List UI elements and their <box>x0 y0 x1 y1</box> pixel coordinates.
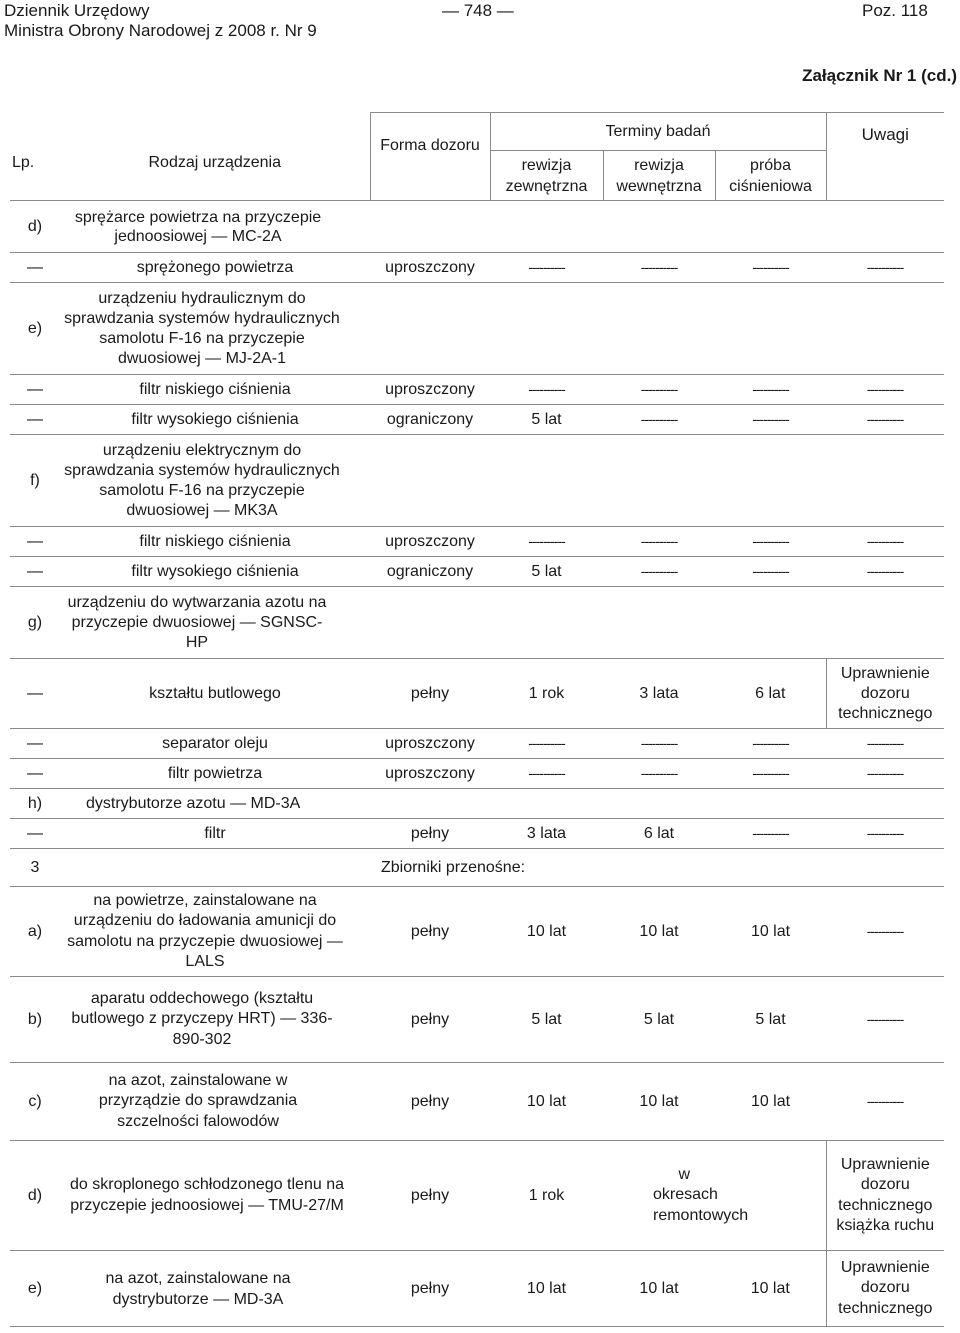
row-ext: 10 lat <box>490 1063 603 1141</box>
table-row <box>10 887 944 977</box>
row-press: ---------- <box>715 557 826 587</box>
row-int: ---------- <box>603 729 715 759</box>
row-notes: ---------- <box>826 527 944 557</box>
row-press: ---------- <box>715 253 826 283</box>
page-number: — 748 — <box>442 1 514 20</box>
row-name: urządzeniu elektrycznym do sprawdzania systemów hydraulicznych samolotu F-16 na przyczepie dwuosiowej — MK3A <box>60 435 370 527</box>
row-press: ---------- <box>715 729 826 759</box>
row-notes: ---------- <box>826 557 944 587</box>
row-lp: h) <box>10 789 60 819</box>
row-int: ---------- <box>603 253 715 283</box>
row-press: ---------- <box>715 759 826 789</box>
row-press: 10 lat <box>715 1251 826 1327</box>
row-form: pełny <box>370 977 490 1063</box>
row-form: ograniczony <box>370 405 490 435</box>
row-int: ---------- <box>603 375 715 405</box>
row-notes: ---------- <box>826 887 944 977</box>
table-row <box>10 435 944 527</box>
row-dash: — <box>10 253 60 283</box>
row-dash: — <box>10 819 60 849</box>
row-dash: — <box>10 729 60 759</box>
row-dash: — <box>10 375 60 405</box>
table-row <box>10 201 944 253</box>
row-notes: Uprawnienie dozoru technicznego <box>826 1251 944 1327</box>
row-form: pełny <box>370 1063 490 1141</box>
row-form: pełny <box>370 659 490 729</box>
col-terms: Terminy badań <box>490 113 826 151</box>
row-notes: ---------- <box>826 729 944 759</box>
row-ext: 10 lat <box>490 887 603 977</box>
table-row <box>10 789 944 819</box>
col-notes: Uwagi <box>826 113 944 201</box>
table-row <box>10 527 944 557</box>
row-int: 10 lat <box>603 1251 715 1327</box>
row-press: 10 lat <box>715 1063 826 1141</box>
row-name: urządzeniu do wytwarzania azotu na przyczepie dwuosiowej — SGNSC-HP <box>60 587 370 659</box>
ministry-line: Ministra Obrony Narodowej z 2008 r. Nr 9 <box>4 21 317 40</box>
table-row <box>10 1141 944 1251</box>
table-row <box>10 253 944 283</box>
row-notes: ---------- <box>826 1063 944 1141</box>
row-notes: ---------- <box>826 375 944 405</box>
row-name: separator oleju <box>60 729 370 759</box>
row-int: ---------- <box>603 759 715 789</box>
row-name: do skroplonego schłodzonego tlenu na przyczepie jednoosiowej — TMU-27/M <box>60 1141 370 1251</box>
row-ext: ---------- <box>490 375 603 405</box>
row-int: 6 lat <box>603 819 715 849</box>
row-ext: 1 rok <box>490 659 603 729</box>
row-name: urządzeniu hydraulicznym do sprawdzania systemów hydraulicznych samolotu F-16 na przyczepie dwuosiowej — MJ-2A-1 <box>60 283 370 375</box>
table-row <box>10 1063 944 1141</box>
row-dash: — <box>10 527 60 557</box>
col-press: próba ciśnieniowa <box>715 151 826 201</box>
row-name: filtr wysokiego ciśnienia <box>60 557 370 587</box>
row-notes: ---------- <box>826 819 944 849</box>
table-row <box>10 759 944 789</box>
row-int: ---------- <box>603 557 715 587</box>
col-ext: rewizja zewnętrzna <box>490 151 603 201</box>
row-ext: ---------- <box>490 729 603 759</box>
col-device: Rodzaj urządzenia <box>148 154 282 171</box>
header-row-1 <box>10 113 944 151</box>
table-row <box>10 587 944 659</box>
row-form: uproszczony <box>370 375 490 405</box>
row-int: 10 lat <box>603 887 715 977</box>
row-ext: ---------- <box>490 527 603 557</box>
row-dash: — <box>10 759 60 789</box>
row-press: 6 lat <box>715 659 826 729</box>
row-ext: 5 lat <box>490 405 603 435</box>
row-lp: a) <box>10 887 60 977</box>
row-lp: g) <box>10 587 60 659</box>
row-dash: — <box>10 557 60 587</box>
row-lp: e) <box>10 283 60 375</box>
journal-title: Dziennik Urzędowy <box>4 1 150 20</box>
row-form: pełny <box>370 819 490 849</box>
row-name: filtr niskiego ciśnienia <box>60 375 370 405</box>
row-ext: ---------- <box>490 253 603 283</box>
row-notes: ---------- <box>826 759 944 789</box>
row-name: filtr niskiego ciśnienia <box>60 527 370 557</box>
row-int: 5 lat <box>603 977 715 1063</box>
row-ext: 1 rok <box>490 1141 603 1251</box>
row-press: 10 lat <box>715 887 826 977</box>
col-int: rewizja wewnętrzna <box>603 151 715 201</box>
inspection-table <box>10 112 944 1327</box>
row-notes: Uprawnienie dozoru technicznego książka ruchu <box>826 1141 944 1251</box>
row-lp: d) <box>10 201 60 253</box>
row-int: ---------- <box>603 527 715 557</box>
row-form: pełny <box>370 887 490 977</box>
row-lp: b) <box>10 977 60 1063</box>
row-name: sprężonego powietrza <box>60 253 370 283</box>
row-name: na azot, zainstalowane na dystrybutorze — MD-3A <box>60 1251 370 1327</box>
row-name: aparatu oddechowego (kształtu butlowego z przyczepy HRT) — 336-890-302 <box>60 977 370 1063</box>
row-int: 3 lata <box>603 659 715 729</box>
annex-label: Załącznik Nr 1 (cd.) <box>802 66 957 85</box>
col-lp: Lp. <box>12 154 35 171</box>
row-form: uproszczony <box>370 527 490 557</box>
table-row <box>10 659 944 729</box>
row-name: na azot, zainstalowane w przyrządzie do sprawdzania szczelności falowodów <box>60 1063 370 1141</box>
row-name: filtr wysokiego ciśnienia <box>60 405 370 435</box>
col-form: Forma dozoru <box>370 113 490 201</box>
table-row <box>10 283 944 375</box>
row-form: pełny <box>370 1141 490 1251</box>
row-press: ---------- <box>715 405 826 435</box>
row-lp: d) <box>10 1141 60 1251</box>
row-name: sprężarce powietrza na przyczepie jednoosiowej — MC-2A <box>60 201 370 253</box>
row-int: 10 lat <box>603 1063 715 1141</box>
row-dash: — <box>10 659 60 729</box>
row-form: uproszczony <box>370 253 490 283</box>
row-dash: — <box>10 405 60 435</box>
row-press: ---------- <box>715 527 826 557</box>
table-row <box>10 977 944 1063</box>
row-lp: c) <box>10 1063 60 1141</box>
row-name: dystrybutorze azotu — MD-3A <box>60 789 370 819</box>
row-int-press: w okresach remontowych <box>603 1141 826 1251</box>
row-form: ograniczony <box>370 557 490 587</box>
row-name: na powietrze, zainstalowane na urządzeniu do ładowania amunicji do samolotu na przyczepie dwuosiowej — LALS <box>60 887 370 977</box>
row-press: 5 lat <box>715 977 826 1063</box>
row-notes: ---------- <box>826 405 944 435</box>
row-notes: ---------- <box>826 253 944 283</box>
table-row <box>10 375 944 405</box>
row-ext: 3 lata <box>490 819 603 849</box>
row-notes: ---------- <box>826 977 944 1063</box>
row-form: uproszczony <box>370 759 490 789</box>
row-name: filtr powietrza <box>60 759 370 789</box>
row-press: ---------- <box>715 819 826 849</box>
table-row <box>10 729 944 759</box>
table-row <box>10 557 944 587</box>
section-number: 3 <box>10 849 60 887</box>
table-row <box>10 1251 944 1327</box>
position-number: Poz. 118 <box>862 1 928 20</box>
row-ext: 10 lat <box>490 1251 603 1327</box>
row-ext: ---------- <box>490 759 603 789</box>
row-name: filtr <box>60 819 370 849</box>
table-row <box>10 405 944 435</box>
row-ext: 5 lat <box>490 977 603 1063</box>
section-title: Zbiorniki przenośne: <box>60 849 944 887</box>
row-form: uproszczony <box>370 729 490 759</box>
row-press: ---------- <box>715 375 826 405</box>
row-form: pełny <box>370 1251 490 1327</box>
row-int: ---------- <box>603 405 715 435</box>
row-lp: f) <box>10 435 60 527</box>
row-lp: e) <box>10 1251 60 1327</box>
table-row <box>10 819 944 849</box>
row-ext: 5 lat <box>490 557 603 587</box>
row-notes: Uprawnienie dozoru technicznego <box>826 659 944 729</box>
row-name: kształtu butlowego <box>60 659 370 729</box>
section-row <box>10 849 944 887</box>
